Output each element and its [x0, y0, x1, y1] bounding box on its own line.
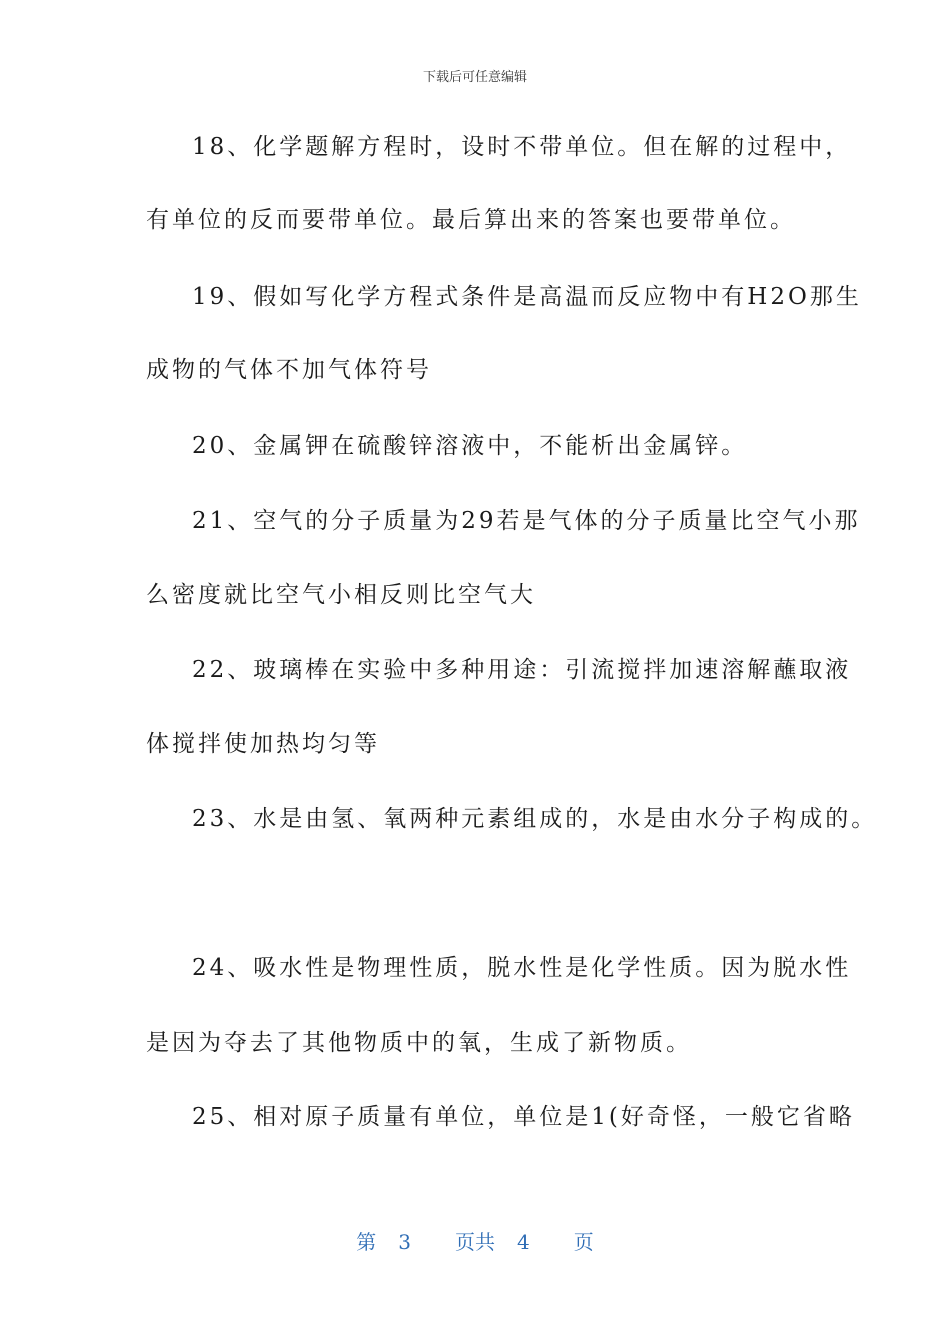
text-line-24a: 24、吸水性是物理性质，脱水性是化学性质。因为脱水性	[192, 955, 852, 981]
text-line-18b: 有单位的反而要带单位。最后算出来的答案也要带单位。	[146, 207, 796, 233]
text-line-23: 23、水是由氢、氧两种元素组成的，水是由水分子构成的。	[192, 806, 878, 832]
text-line-18a: 18、化学题解方程时，设时不带单位。但在解的过程中，	[192, 134, 852, 160]
text-line-20: 20、金属钾在硫酸锌溶液中，不能析出金属锌。	[192, 433, 748, 459]
text-line-19b: 成物的气体不加气体符号	[146, 357, 432, 383]
footer-total-pages: 4	[517, 1230, 530, 1254]
footer-suffix: 页	[573, 1230, 594, 1254]
page-header: 下载后可任意编辑	[422, 70, 527, 85]
text-line-24b: 是因为夺去了其他物质中的氧，生成了新物质。	[146, 1030, 692, 1056]
text-line-21b: 么密度就比空气小相反则比空气大	[146, 582, 536, 608]
text-line-19a: 19、假如写化学方程式条件是高温而反应物中有H2O那生	[192, 284, 862, 310]
text-line-21a: 21、空气的分子质量为29若是气体的分子质量比空气小那	[192, 508, 861, 534]
footer-prefix: 第	[356, 1230, 377, 1254]
text-line-25: 25、相对原子质量有单位，单位是1(好奇怪，一般它省略	[192, 1104, 855, 1130]
text-line-22a: 22、玻璃棒在实验中多种用途：引流搅拌加速溶解蘸取液	[192, 657, 852, 683]
page-footer	[0, 1226, 950, 1255]
footer-current-page: 3	[398, 1230, 411, 1254]
footer-middle: 页共	[455, 1230, 495, 1254]
text-line-22b: 体搅拌使加热均匀等	[146, 731, 380, 757]
